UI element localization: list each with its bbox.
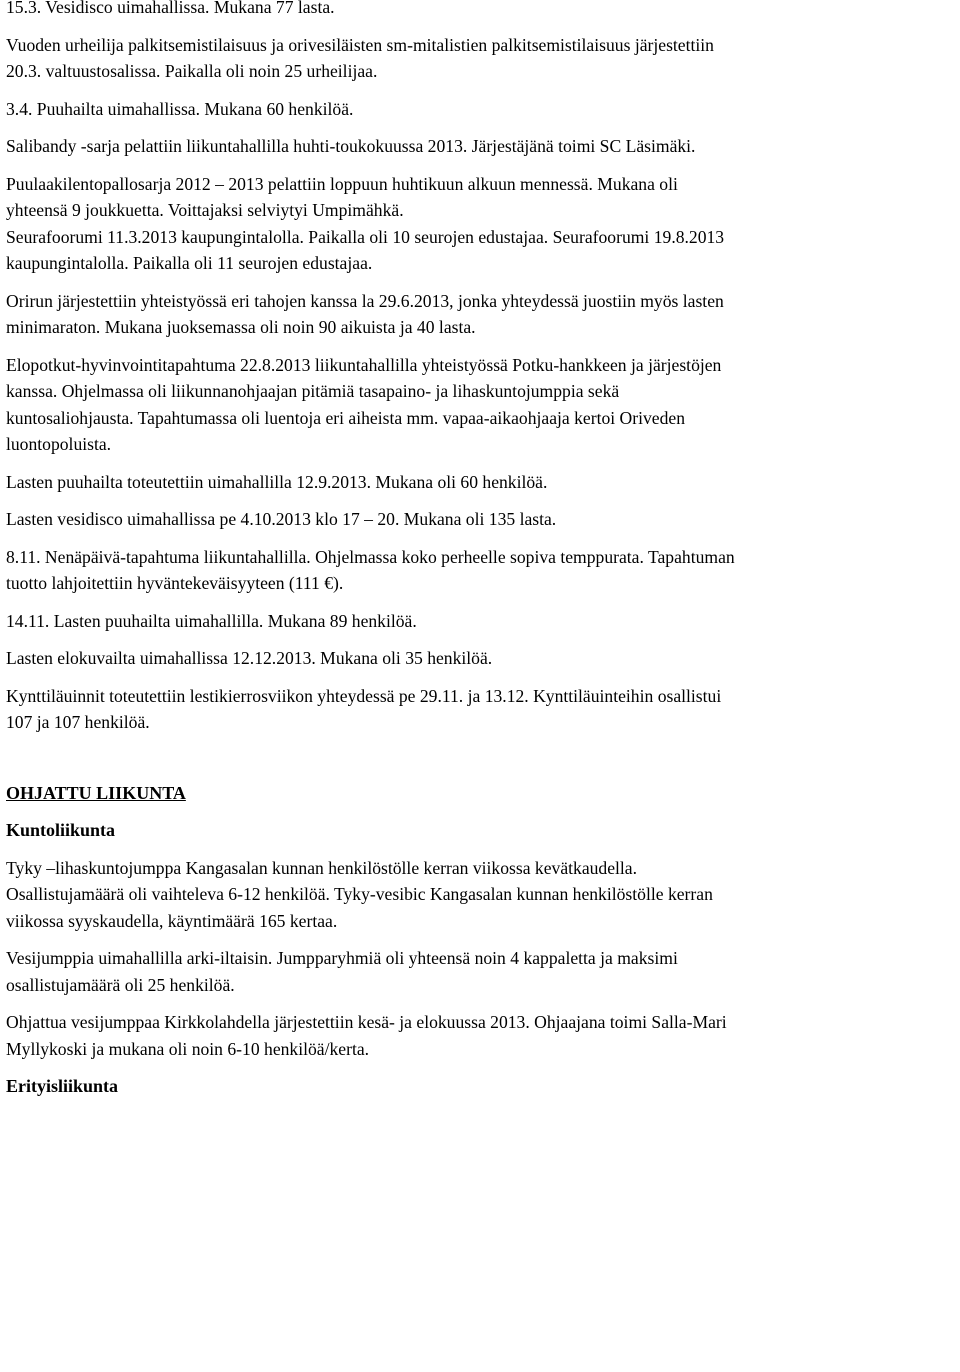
- paragraph-urheilija-palkitseminen: Vuoden urheilija palkitsemistilaisuus ja orivesiläisten sm-mitalistien palkitsemistilaisuus järjestettiin 20.3. valtuustosalissa. Paikalla oli noin 25 urheilijaa.: [6, 34, 714, 81]
- paragraph-nenapaiva: 8.11. Nenäpäivä-tapahtuma liikuntahallilla. Ohjelmassa koko perheelle sopiva temppurata. Tapahtuman tuotto lahjoitettiin hyväntekeväisyyteen (111 €).: [6, 546, 735, 593]
- paragraph-kirkkolahti: Ohjattua vesijumppaa Kirkkolahdella järjestettiin kesä- ja elokuussa 2013. Ohjaajana toimi Salla-Mari Myllykoski ja mukana oli noin 6-10 henkilöä/kerta.: [6, 1012, 727, 1059]
- paragraph-puuhailta-14-11: 14.11. Lasten puuhailta uimahallilla. Mukana 89 henkilöä.: [6, 610, 417, 631]
- paragraph-elokuvailta: Lasten elokuvailta uimahallissa 12.12.2013. Mukana oli 35 henkilöä.: [6, 648, 493, 668]
- paragraph-kynttilauinnit: Kynttiläuinnit toteutettiin lestikierrosviikon yhteydessä pe 29.11. ja 13.12. Kynttiläuinteihin osallistui 107 ja 107 henkilöä.: [6, 685, 722, 732]
- paragraph-orirun: Orirun järjestettiin yhteistyössä eri tahojen kanssa la 29.6.2013, jonka yhteydessä juostiin myös lasten minimaraton. Mukana juoksemassa oli noin 90 aikuista ja 40 lasta.: [6, 290, 724, 337]
- document-page: [6, 0, 956, 1100]
- paragraph-tyky: Tyky –lihaskuntojumppa Kangasalan kunnan henkilöstölle kerran viikossa kevätkaudella. Osallistujamäärä oli vaihteleva 6-12 henkilöä. Tyky-vesibic Kangasalan kunnan henkilöstölle kerran viikossa syyskaudella, käyntimäärä 165 kertaa.: [6, 857, 713, 931]
- subheading-kuntoliikunta: Kuntoliikunta: [6, 820, 116, 840]
- paragraph-elopotkut: Elopotkut-hyvinvointitapahtuma 22.8.2013 liikuntahallilla yhteistyössä Potku-hankkeen ja järjestöjen kanssa. Ohjelmassa oli liikunnanohjaajan pitämiä tasapaino- ja lihaskuntojumppia sekä kuntosaliohjausta. Tapahtumassa oli luentoja eri aiheista mm. vapaa-aikaohjaaja kertoi Oriveden luontopoluista.: [6, 354, 722, 454]
- paragraph-puuhailta-3-4: 3.4. Puuhailta uimahallissa. Mukana 60 henkilöä.: [6, 98, 354, 119]
- paragraph-lasten-puuhailta-9: Lasten puuhailta toteutettiin uimahallilla 12.9.2013. Mukana oli 60 henkilöä.: [6, 471, 548, 492]
- paragraph-salibandy: Salibandy -sarja pelattiin liikuntahallilla huhti-toukokuussa 2013. Järjestäjänä toimi SC Läsimäki.: [6, 136, 696, 156]
- subheading-erityisliikunta: Erityisliikunta: [6, 1076, 119, 1096]
- paragraph-puulaakilentopallo: Puulaakilentopallosarja 2012 – 2013 pelattiin loppuun huhtikuun alkuun mennessä. Mukana oli yhteensä 9 joukkuetta. Voittajaksi selviytyi Umpimähkä. Seurafoorumi 11.3.2013 kaupungintalolla. Paikalla oli 10 seurojen edustajaa. Seurafoorumi 19.8.2013 kaupungintalolla. Paikalla oli 11 seurojen edustajaa.: [6, 173, 725, 273]
- section-heading-ohjattu-liikunta: OHJATTU LIIKUNTA: [6, 782, 186, 803]
- paragraph-vesijumppia: Vesijumppia uimahallilla arki-iltaisin. Jumpparyhmiä oli yhteensä noin 4 kappaletta ja maksimi osallistujamäärä oli 25 henkilöä.: [6, 948, 678, 995]
- paragraph-vesidisco: 15.3. Vesidisco uimahallissa. Mukana 77 lasta.: [6, 0, 335, 17]
- paragraph-vesidisco-10: Lasten vesidisco uimahallissa pe 4.10.2013 klo 17 – 20. Mukana oli 135 lasta.: [6, 509, 557, 529]
